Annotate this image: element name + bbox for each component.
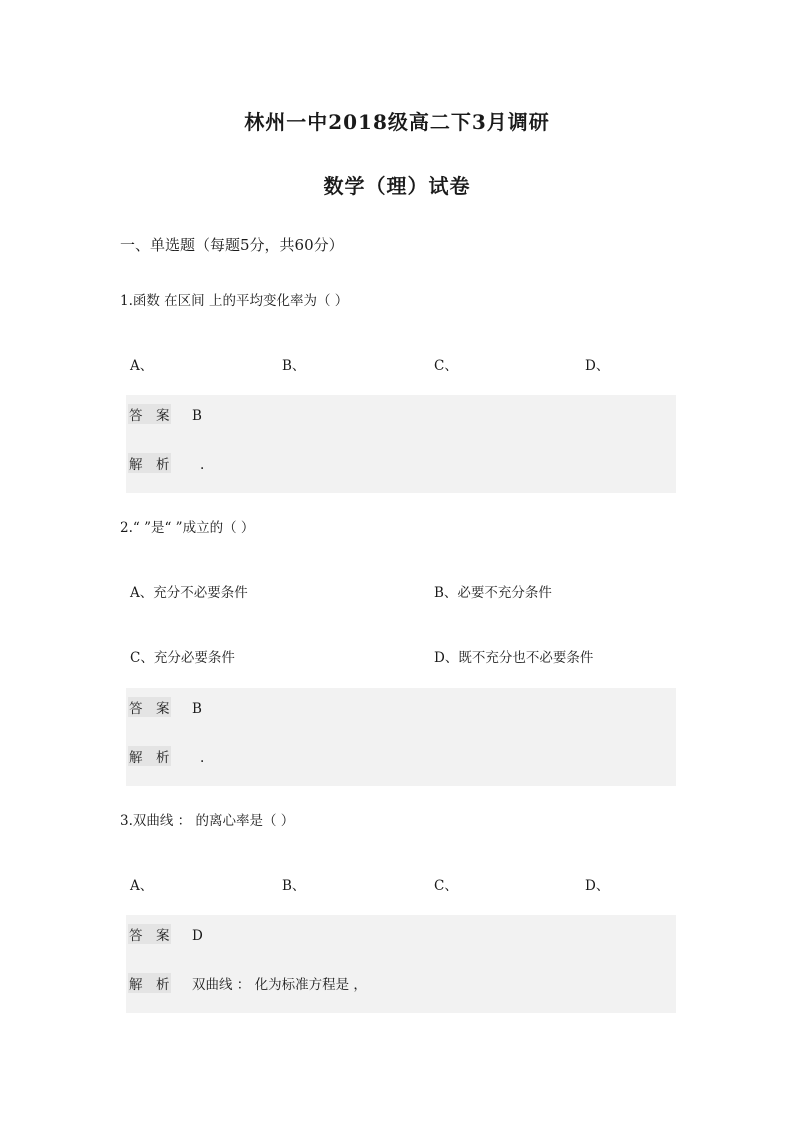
answer-value: B (192, 701, 202, 717)
answer-row (128, 697, 202, 717)
answer-value: D (192, 928, 203, 944)
question-3-option-b: B、 (282, 878, 306, 894)
analysis-label: 解 析 (128, 746, 171, 766)
question-3-answer-box (126, 915, 676, 1013)
question-2-option-d: D、既不充分也不必要条件 (434, 650, 594, 666)
answer-label: 答 案 (128, 404, 171, 424)
analysis-row (128, 453, 204, 473)
question-1-option-c: C、 (434, 358, 458, 374)
analysis-text: . (200, 457, 205, 473)
question-1-option-d: D、 (585, 358, 610, 374)
analysis-text: . (200, 750, 205, 766)
question-3-option-c: C、 (434, 878, 458, 894)
analysis-label: 解 析 (128, 973, 171, 993)
question-3-option-d: D、 (585, 878, 610, 894)
question-2-option-c: C、充分必要条件 (130, 650, 235, 666)
exam-subtitle: 数学（理）试卷 (323, 174, 471, 198)
question-3-option-a: A、 (130, 878, 154, 894)
section-heading: 一、单选题（每题5分，共60分） (120, 236, 344, 254)
analysis-row (128, 973, 367, 993)
answer-value: B (192, 408, 202, 424)
question-1-option-b: B、 (282, 358, 306, 374)
answer-label: 答 案 (128, 924, 171, 944)
question-2-option-b: B、必要不充分条件 (434, 585, 552, 601)
analysis-label: 解 析 (128, 453, 171, 473)
answer-row (128, 404, 202, 424)
question-2-stem: 2.“ ”是“ ”成立的（ ） (120, 520, 255, 536)
analysis-text: 双曲线 ： 化为标准方程是 ， (192, 977, 367, 993)
question-1-stem: 1.函数 在区间 上的平均变化率为（ ） (120, 293, 349, 309)
question-1-option-a: A、 (130, 358, 154, 374)
question-2-option-a: A、充分不必要条件 (130, 585, 248, 601)
analysis-row (128, 746, 204, 766)
answer-label: 答 案 (128, 697, 171, 717)
question-1-answer-box (126, 395, 676, 493)
answer-row (128, 924, 203, 944)
question-3-stem: 3.双曲线 ： 的离心率是（ ） (120, 813, 295, 829)
exam-title: 林州一中2018级高二下3月调研 (244, 110, 550, 134)
question-2-answer-box (126, 688, 676, 786)
